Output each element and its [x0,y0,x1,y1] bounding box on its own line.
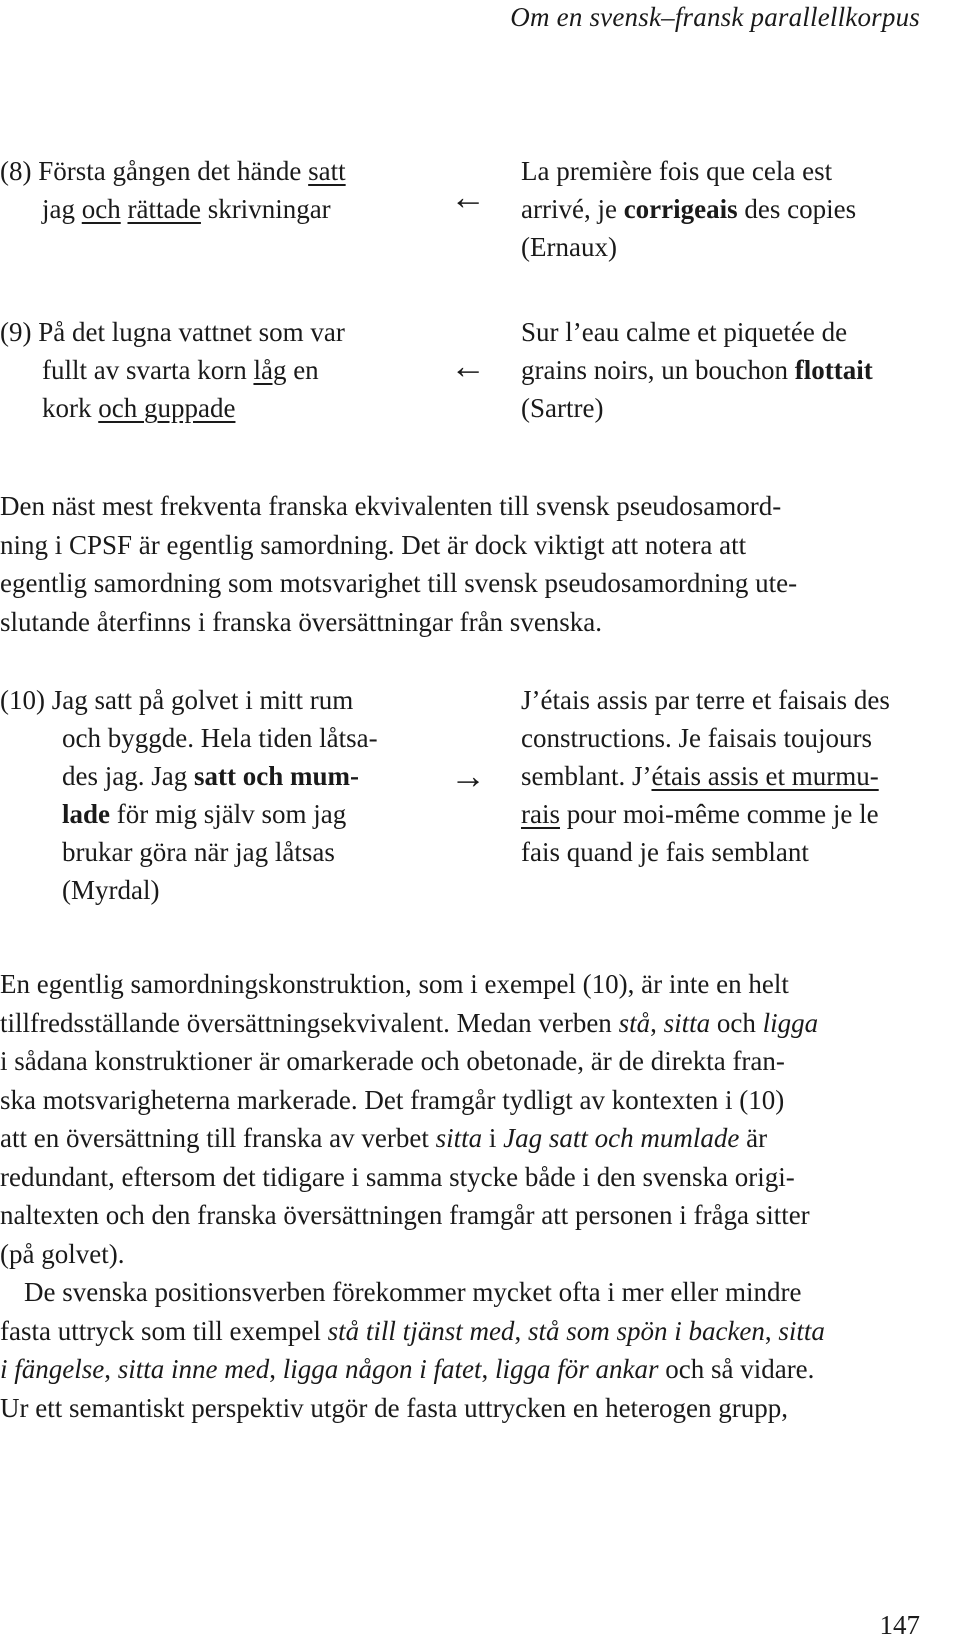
example-8-swedish: (8) Första gången det hände satt jag och rättade skrivningar [0,156,346,224]
example-10-swedish: (10) Jag satt på golvet i mitt rum och byggde. Hela tiden låtsa- des jag. Jag satt och mum- lade för mig själv som jag brukar göra när jag låtsas (Myrdal) [0,685,378,905]
left-arrow-icon: ← [450,346,486,386]
body-paragraph-3: De svenska positionsverben förekommer mycket ofta i mer eller mindre fasta uttryck som till exempel stå till tjänst med, stå som spön i backen, sitta i fängelse, sitta inne med, ligga någon i fatet, ligga för ankar och så vidare. Ur ett semantiskt perspektiv utgör de fasta uttrycken en heterogen grupp, [0,1277,825,1423]
right-arrow-icon: → [450,756,486,796]
example-8-french: La première fois que cela est arrivé, je corrigeais des copies (Ernaux) [521,156,857,262]
example-number: (9) [0,317,32,347]
example-10-french: J’étais assis par terre et faisais des constructions. Je faisais toujours semblant. J’étais assis et murmu- rais pour moi-même comme je le fais quand je fais semblant [521,685,890,867]
example-number: (10) [0,685,45,715]
example-9-french: Sur l’eau calme et piquetée de grains noirs, un bouchon flottait (Sartre) [521,317,873,423]
body-paragraph-2: En egentlig samordningskonstruktion, som i exempel (10), är inte en helt tillfredsställande översättningsekvivalent. Medan verben stå, sitta och ligga i sådana konstruktioner är omarkerade och obetonade, är de direkta fran- ska motsvarigheterna markerade. Det framgår tydligt av kontexten i (10) att en översättning till franska av verbet sitta i Jag satt och mumlade är redundant, eftersom det tidigare i samma stycke både i den svenska origi- naltexten och den franska översättningen framgår att personen i fråga sitter (på golvet). [0,969,819,1269]
body-paragraph-1: Den näst mest frekventa franska ekvivalenten till svensk pseudosamord- ning i CPSF är egentlig samordning. Det är dock viktigt att notera att egentlig samordning som motsvarighet till svensk pseudosamordning ute- slutande återfinns i franska översättningar från svenska. [0,491,798,637]
running-head: Om en svensk–fransk parallellkorpus [510,2,920,32]
example-number: (8) [0,156,32,186]
example-9-swedish: (9) På det lugna vattnet som var fullt av svarta korn låg en kork och guppade [0,317,345,423]
left-arrow-icon: ← [450,177,486,217]
page-number: 147 [879,1610,920,1640]
